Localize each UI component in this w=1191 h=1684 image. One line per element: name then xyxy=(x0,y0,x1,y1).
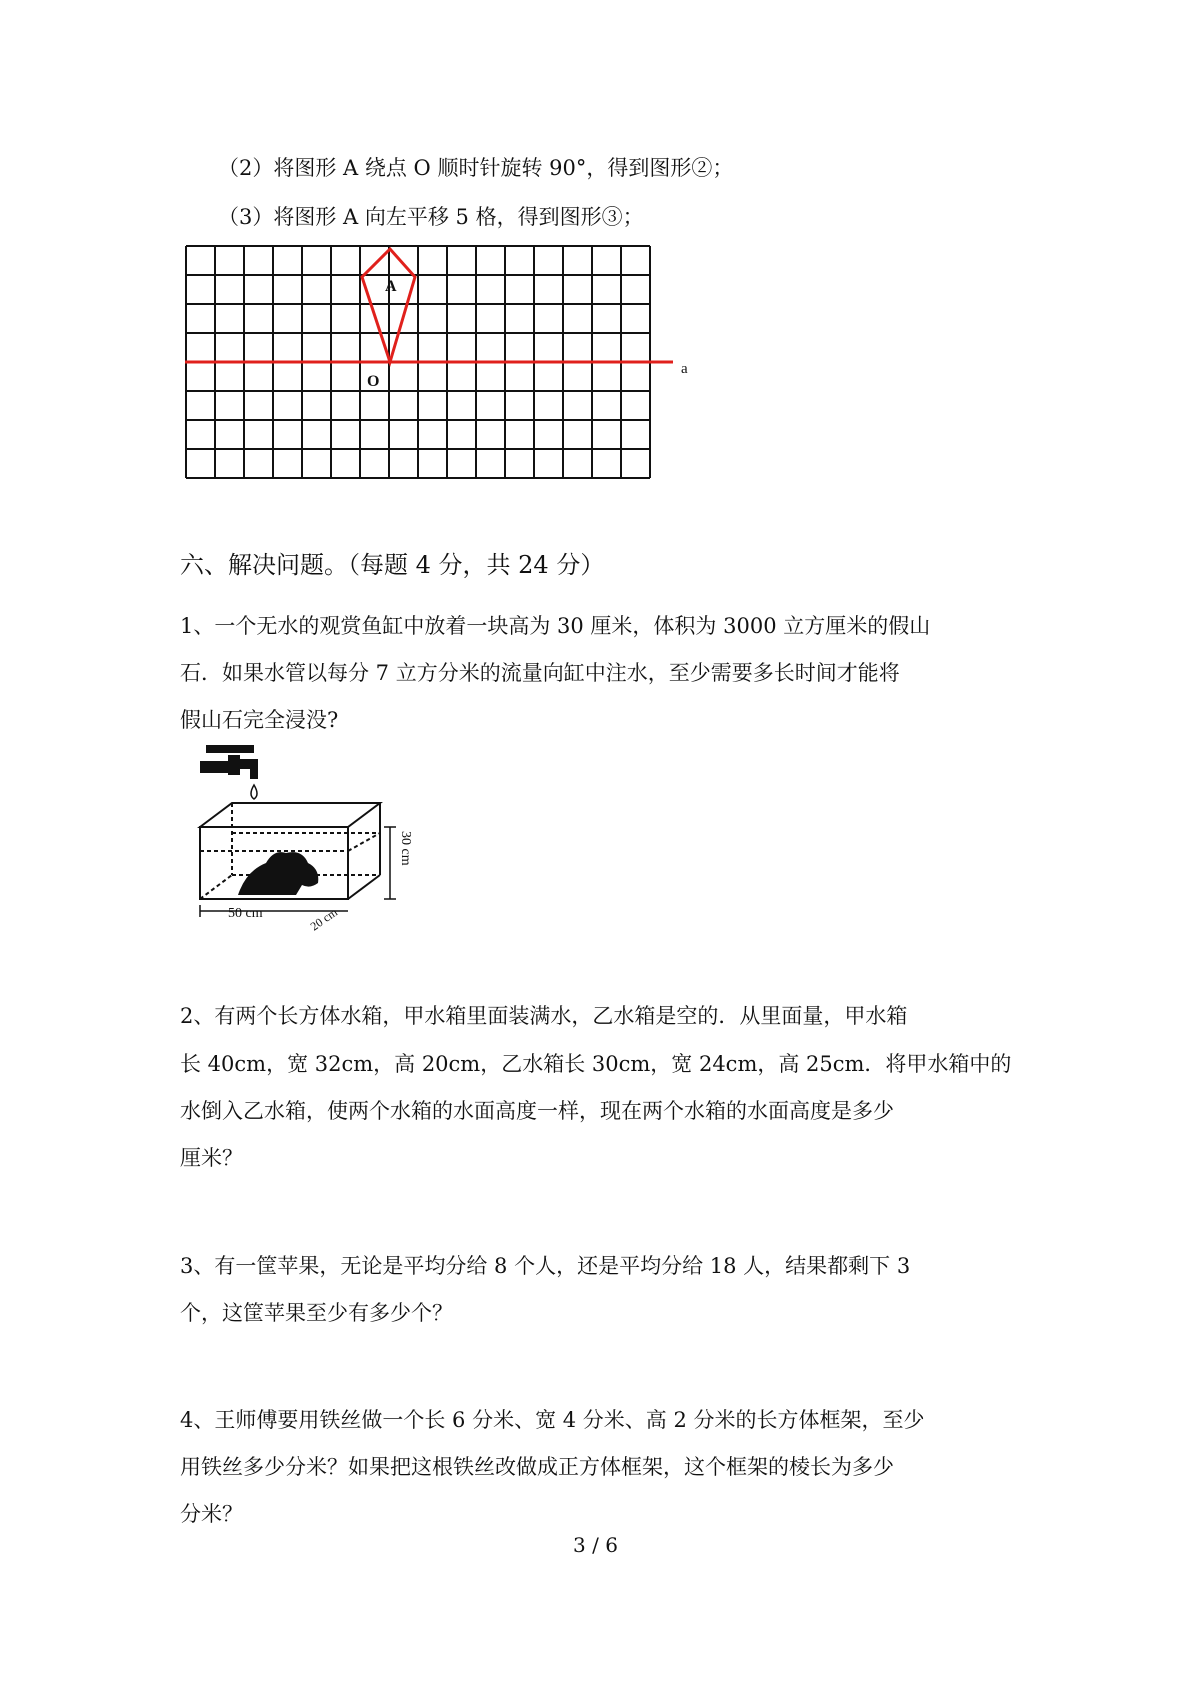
question-4-line-1: 4、王师傅要用铁丝做一个长 6 分米、宽 4 分米、高 2 分米的长方体框架，至少 xyxy=(180,1408,925,1432)
task-item-3: （3）将图形 A 向左平移 5 格，得到图形③； xyxy=(218,205,644,229)
fish-tank-figure xyxy=(190,745,430,935)
question-2-line-1: 2、有两个长方体水箱，甲水箱里面装满水，乙水箱是空的．从里面量，甲水箱 xyxy=(180,1004,908,1028)
question-1-line-1: 1、一个无水的观赏鱼缸中放着一块高为 30 厘米，体积为 3000 立方厘米的假山 xyxy=(180,614,931,638)
question-1-line-2: 石．如果水管以每分 7 立方分米的流量向缸中注水，至少需要多长时间才能将 xyxy=(180,661,900,685)
question-2-line-2: 长 40cm，宽 32cm，高 20cm，乙水箱长 30cm，宽 24cm，高 25cm．将甲水箱中的 xyxy=(180,1052,1012,1076)
section-heading: 六、解决问题。（每题 4 分，共 24 分） xyxy=(180,551,605,579)
height-label: 30 cm xyxy=(398,831,413,866)
page-number: 3 / 6 xyxy=(573,1533,618,1557)
question-1-line-3: 假山石完全浸没? xyxy=(180,708,339,732)
shape-label-a: A xyxy=(385,278,397,295)
question-3-line-1: 3、有一筐苹果，无论是平均分给 8 个人，还是平均分给 18 人，结果都剩下 3 xyxy=(180,1254,911,1278)
length-label: 50 cm xyxy=(228,906,263,921)
task-item-2: （2）将图形 A 绕点 O 顺时针旋转 90°，得到图形②； xyxy=(218,156,734,180)
rock-shape xyxy=(238,852,318,895)
question-4-line-2: 用铁丝多少分米？如果把这根铁丝改做成正方体框架，这个框架的棱长为多少 xyxy=(180,1455,894,1479)
question-2-line-3: 水倒入乙水箱，使两个水箱的水面高度一样，现在两个水箱的水面高度是多少 xyxy=(180,1099,894,1123)
point-label-o: O xyxy=(367,373,380,390)
line-label-a: a xyxy=(681,361,688,377)
question-2-line-4: 厘米？ xyxy=(180,1146,243,1170)
question-3-line-2: 个，这筐苹果至少有多少个？ xyxy=(180,1301,453,1325)
faucet-icon xyxy=(200,745,258,799)
width-label: 20 cm xyxy=(307,904,341,934)
question-4-line-3: 分米？ xyxy=(180,1502,243,1526)
coordinate-grid xyxy=(185,245,705,485)
